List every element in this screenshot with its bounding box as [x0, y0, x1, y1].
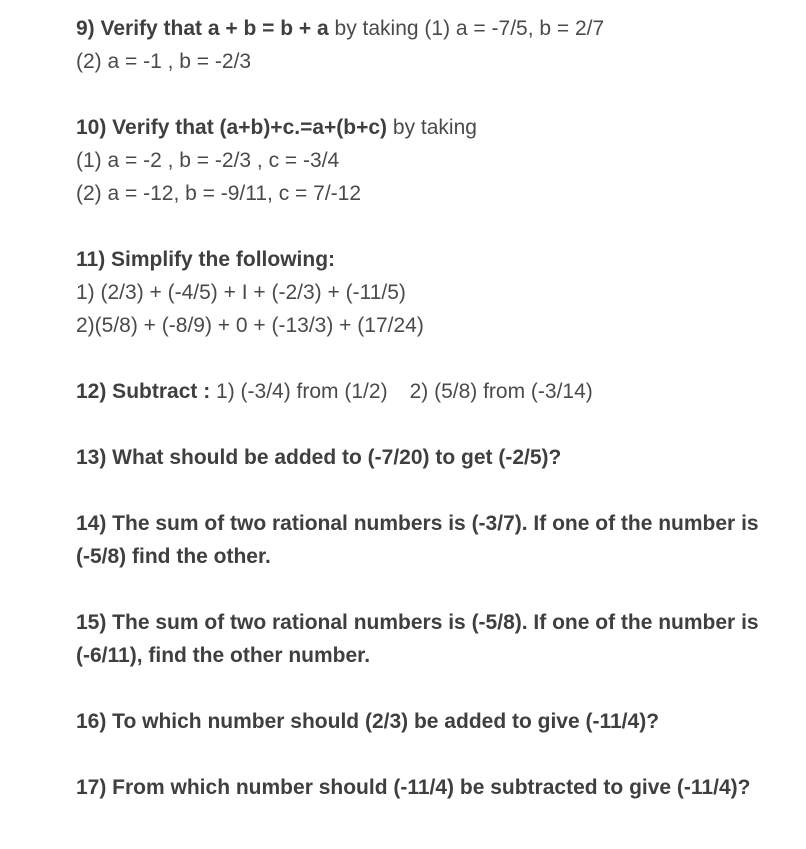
question-9-tail: by taking (1) a = -7/5, b = 2/7 — [328, 17, 605, 40]
question-9-heading-line — [76, 12, 786, 45]
question-10-heading-line — [76, 111, 786, 144]
question-16 — [76, 705, 786, 738]
question-14-text: 14) The sum of two rational numbers is (-3/7). If one of the number is (-5/8) find the other. — [76, 512, 759, 568]
question-17 — [76, 771, 786, 804]
question-13-text: 13) What should be added to (-7/20) to get (-2/5)? — [76, 446, 562, 469]
question-12 — [76, 375, 786, 408]
question-12-part-1: 1) (-3/4) from (1/2) — [210, 380, 388, 403]
question-9-part-2: (2) a = -1 , b = -2/3 — [76, 50, 252, 73]
question-13 — [76, 441, 786, 474]
question-14 — [76, 507, 786, 573]
question-10-tail: by taking — [387, 116, 477, 139]
question-16-text: 16) To which number should (2/3) be added to give (-11/4)? — [76, 710, 660, 733]
question-15 — [76, 606, 786, 672]
question-11 — [76, 243, 786, 342]
question-9-title: 9) Verify that a + b = b + a — [76, 17, 329, 40]
question-12-title: 12) Subtract : — [76, 380, 211, 403]
question-11-title: 11) Simplify the following: — [76, 248, 336, 271]
question-11-part-2: 2)(5/8) + (-8/9) + 0 + (-13/3) + (17/24) — [76, 314, 424, 337]
question-9 — [76, 12, 786, 78]
question-12-heading-line — [76, 375, 786, 408]
question-17-text: 17) From which number should (-11/4) be subtracted to give (-11/4)? — [76, 776, 751, 799]
question-11-part-1: 1) (2/3) + (-4/5) + I + (-2/3) + (-11/5) — [76, 281, 406, 304]
question-10-title: 10) Verify that (a+b)+c.=a+(b+c) — [76, 116, 388, 139]
question-10-part-1: (1) a = -2 , b = -2/3 , c = -3/4 — [76, 149, 340, 172]
question-12-part-2: 2) (5/8) from (-3/14) — [409, 380, 593, 403]
question-10 — [76, 111, 786, 210]
question-10-part-2: (2) a = -12, b = -9/11, c = 7/-12 — [76, 182, 362, 205]
question-15-text: 15) The sum of two rational numbers is (-5/8). If one of the number is (-6/11), find the other number. — [76, 611, 759, 667]
